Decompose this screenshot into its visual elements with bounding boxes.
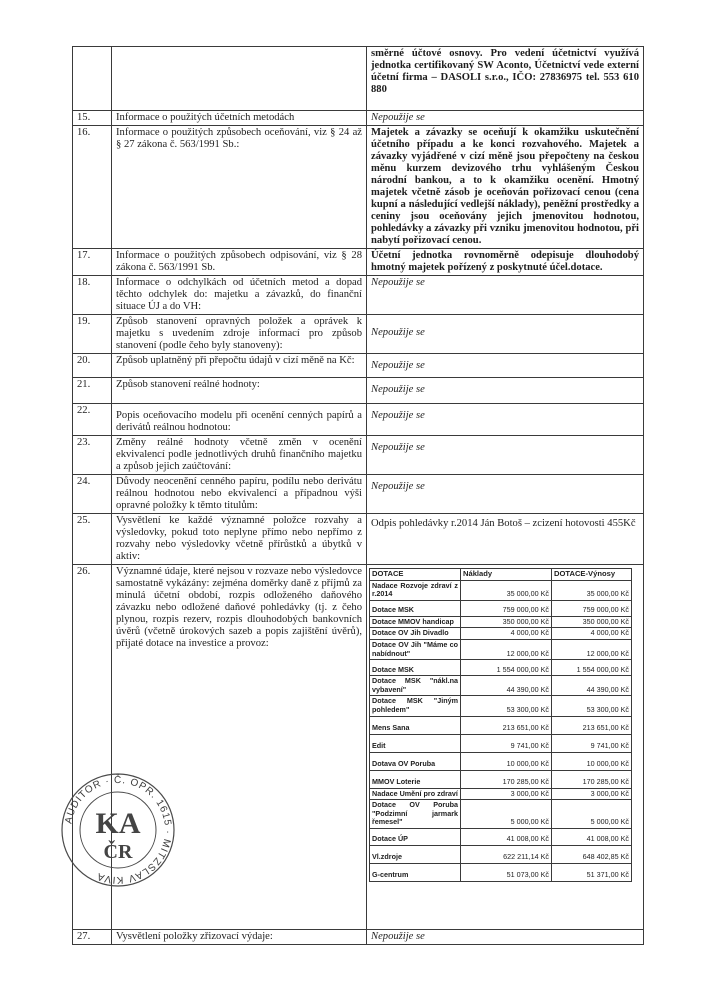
row-number: 24.	[73, 475, 112, 514]
subsidy-name: Dotava OV Poruba	[370, 752, 461, 770]
subsidy-row	[370, 639, 632, 659]
subsidy-name: G-centrum	[370, 863, 461, 881]
subsidy-cost: 12 000,00 Kč	[461, 639, 552, 659]
row-number: 16.	[73, 126, 112, 249]
subsidy-revenue: 53 300,00 Kč	[552, 696, 632, 716]
row-number: 20.	[73, 354, 112, 378]
subsidy-cost: 1 554 000,00 Kč	[461, 660, 552, 676]
table-row	[73, 249, 644, 276]
row-value: Nepoužije se	[367, 111, 644, 126]
stamp-center-bottom: ČR	[103, 841, 133, 863]
row-description: Informace o použitých způsobech odpisování, viz § 28 zákona č. 563/1991 Sb.	[112, 249, 367, 276]
row-value: Odpis pohledávky r.2014 Ján Botoš – zcizení hotovosti 455Kč	[367, 514, 644, 565]
subsidy-revenue: 1 554 000,00 Kč	[552, 660, 632, 676]
subsidy-header-row	[370, 569, 632, 581]
subsidy-cost: 170 285,00 Kč	[461, 770, 552, 788]
subsidy-name: Nadace Rozvoje zdraví z r.2014	[370, 580, 461, 600]
table-row	[73, 930, 644, 945]
subsidy-revenue: 4 000,00 Kč	[552, 628, 632, 640]
subsidy-row	[370, 616, 632, 628]
subsidy-cost: 51 073,00 Kč	[461, 863, 552, 881]
subsidy-revenue: 35 000,00 Kč	[552, 580, 632, 600]
subsidy-revenue: 41 008,00 Kč	[552, 828, 632, 845]
table-row	[73, 404, 644, 436]
row-value: Nepoužije se	[367, 930, 644, 945]
subsidy-cell	[367, 565, 644, 930]
subsidy-revenue: 213 651,00 Kč	[552, 716, 632, 734]
row-description: Důvody neocenění cenného papíru, podílu nebo derivátu reálnou hodnotou nebo ekvivalencí a případnou výši opravné položky k těmto titulům:	[112, 475, 367, 514]
subsidy-row	[370, 770, 632, 788]
row-description: Významné údaje, které nejsou v rozvaze nebo výsledovce samostatně vykázány: zejména doměrky daně z příjmů za minulá účetní období, rozpis odloženého daňového závazku nebo odložené daňové pohledávky (tj. z čeho plynou, rozpis rezerv, rozpis dlouhodobých bankovních úvěrů (včetně úrokových sazeb a popis zajištění úvěrů), přijaté dotace na investice a provoz:	[112, 565, 367, 930]
table-row	[73, 126, 644, 249]
subsidy-cost: 622 211,14 Kč	[461, 845, 552, 863]
row-number	[73, 47, 112, 111]
table-row	[73, 514, 644, 565]
table-row	[73, 354, 644, 378]
subsidy-table	[369, 568, 632, 882]
subsidy-name: Vl.zdroje	[370, 845, 461, 863]
subsidy-header: DOTACE-Výnosy	[552, 569, 632, 581]
subsidy-cost: 5 000,00 Kč	[461, 800, 552, 829]
subsidy-row	[370, 828, 632, 845]
row-description: Změny reálné hodnoty včetně změn v ocenění ekvivalencí podle jednotlivých druhů finančního majetku a způsob jejich zaúčtování:	[112, 436, 367, 475]
subsidy-name: Dotace OV Jih "Máme co nabídnout"	[370, 639, 461, 659]
subsidy-revenue: 10 000,00 Kč	[552, 752, 632, 770]
subsidy-revenue: 3 000,00 Kč	[552, 788, 632, 800]
subsidy-revenue: 12 000,00 Kč	[552, 639, 632, 659]
row-number: 27.	[73, 930, 112, 945]
row-value: Účetní jednotka rovnoměrně odepisuje dlouhodobý hmotný majetek pořízený z poskytnuté účel.dotace.	[367, 249, 644, 276]
row-description	[112, 47, 367, 111]
subsidy-cost: 759 000,00 Kč	[461, 600, 552, 616]
subsidy-name: Dotace MSK "Jiným pohledem"	[370, 696, 461, 716]
subsidy-name: Dotace MSK	[370, 660, 461, 676]
row-value: Nepoužije se	[367, 436, 644, 475]
row-number: 26.	[73, 565, 112, 930]
table-row	[73, 276, 644, 315]
row-value: Nepoužije se	[367, 315, 644, 354]
subsidy-revenue: 170 285,00 Kč	[552, 770, 632, 788]
subsidy-name: Dotace OV Poruba "Podzimní jarmark řemesel"	[370, 800, 461, 829]
row-description: Vysvětlení položky zřizovací výdaje:	[112, 930, 367, 945]
subsidy-revenue: 648 402,85 Kč	[552, 845, 632, 863]
row-description: Informace o použitých způsobech oceňování, viz § 24 až § 27 zákona č. 563/1991 Sb.:	[112, 126, 367, 249]
table-row	[73, 111, 644, 126]
subsidy-name: Dotace MSK "nákl.na vybavení"	[370, 676, 461, 696]
row-value: Nepoužije se	[367, 354, 644, 378]
subsidy-row	[370, 734, 632, 752]
table-row	[73, 378, 644, 404]
auditor-stamp-image	[58, 770, 178, 890]
subsidy-header: Náklady	[461, 569, 552, 581]
row-number: 18.	[73, 276, 112, 315]
row-description: Popis oceňovacího modelu při ocenění cenných papírů a derivátů reálnou hodnotou:	[112, 404, 367, 436]
subsidy-cost: 10 000,00 Kč	[461, 752, 552, 770]
row-number: 23.	[73, 436, 112, 475]
stamp-center-top: KA	[95, 807, 141, 840]
row-number: 22.	[73, 404, 112, 436]
subsidy-name: Dotace MSK	[370, 600, 461, 616]
subsidy-name: Edit	[370, 734, 461, 752]
subsidy-cost: 35 000,00 Kč	[461, 580, 552, 600]
subsidy-row	[370, 696, 632, 716]
subsidy-row	[370, 863, 632, 881]
subsidy-revenue: 5 000,00 Kč	[552, 800, 632, 829]
subsidy-name: Dotace MMOV handicap	[370, 616, 461, 628]
table-row	[73, 475, 644, 514]
stamp-ring-text: AUDITOR · Č. OPR. 1615 · MITZSLAV KIVA	[63, 774, 174, 886]
subsidy-revenue: 44 390,00 Kč	[552, 676, 632, 696]
subsidy-row	[370, 580, 632, 600]
subsidy-cost: 44 390,00 Kč	[461, 676, 552, 696]
row-description: Informace o použitých účetních metodách	[112, 111, 367, 126]
row-value: Nepoužije se	[367, 475, 644, 514]
subsidy-cost: 41 008,00 Kč	[461, 828, 552, 845]
subsidy-row	[370, 600, 632, 616]
table-row	[73, 436, 644, 475]
row-value: Nepoužije se	[367, 378, 644, 404]
row-number: 25.	[73, 514, 112, 565]
subsidy-revenue: 51 371,00 Kč	[552, 863, 632, 881]
subsidy-cost: 4 000,00 Kč	[461, 628, 552, 640]
subsidy-cost: 53 300,00 Kč	[461, 696, 552, 716]
subsidy-row	[370, 800, 632, 829]
table-row	[73, 47, 644, 111]
subsidy-row	[370, 752, 632, 770]
subsidy-cost: 350 000,00 Kč	[461, 616, 552, 628]
subsidy-name: MMOV Loterie	[370, 770, 461, 788]
subsidy-cost: 213 651,00 Kč	[461, 716, 552, 734]
subsidy-revenue: 350 000,00 Kč	[552, 616, 632, 628]
subsidy-row	[370, 788, 632, 800]
row-description: Způsob stanovení reálné hodnoty:	[112, 378, 367, 404]
table-row	[73, 315, 644, 354]
row-number: 17.	[73, 249, 112, 276]
subsidy-row	[370, 676, 632, 696]
row-description: Způsob uplatněný při přepočtu údajů v cizí měně na Kč:	[112, 354, 367, 378]
row-value: Nepoužije se	[367, 404, 644, 436]
row-description: Informace o odchylkách od účetních metod a dopad těchto odchylek do: majetku a závazků, do finanční situace ÚJ a do VH:	[112, 276, 367, 315]
row-value: směrné účtové osnovy. Pro vedení účetnictví využívá jednotka certifikovaný SW Aconto, Účetnictví vede externí účetní firma – DASOLI s.r.o., IČO: 27836975 tel. 553 610 880	[367, 47, 644, 111]
row-description: Způsob stanovení opravných položek a oprávek k majetku s uvedením zdroje informací pro způsob stanovení (podle čeho byly stanoveny):	[112, 315, 367, 354]
subsidy-name: Nadace Umění pro zdraví	[370, 788, 461, 800]
subsidy-row	[370, 660, 632, 676]
subsidy-name: Dotace OV Jih Divadlo	[370, 628, 461, 640]
row-number: 15.	[73, 111, 112, 126]
subsidy-name: Mens Sana	[370, 716, 461, 734]
row-value: Nepoužije se	[367, 276, 644, 315]
subsidy-revenue: 759 000,00 Kč	[552, 600, 632, 616]
subsidy-cost: 3 000,00 Kč	[461, 788, 552, 800]
subsidy-cost: 9 741,00 Kč	[461, 734, 552, 752]
row-number: 19.	[73, 315, 112, 354]
subsidy-row	[370, 628, 632, 640]
subsidy-revenue: 9 741,00 Kč	[552, 734, 632, 752]
subsidy-row	[370, 845, 632, 863]
row-description: Vysvětlení ke každé významné položce rozvahy a výsledovky, pokud toto neplyne přímo nebo nepřímo z rozvahy nebo výsledovky včetně přírůstků a úbytků v aktiv:	[112, 514, 367, 565]
row-number: 21.	[73, 378, 112, 404]
row-value: Majetek a závazky se oceňují k okamžiku uskutečnění účetního případu a ke konci rozvahového. Majetek a závazky vyjádřené v cizí měně jsou přepočteny na českou měnu kurzem devizového trhu vyhlášeným Českou národní bankou, a to k okamžiku ocenění. Hmotný majetek včetně zásob je oceňován pořizovací cenou (cena kupní a následující vedlejší náklady), peněžní prostředky a ceniny jsou oceňovány jejich jmenovitou hodnotou, pohledávky a závazky při vzniku jmenovitou hodnotou, při nabytí pořizovací cenou.	[367, 126, 644, 249]
subsidy-header: DOTACE	[370, 569, 461, 581]
subsidy-row	[370, 716, 632, 734]
subsidy-name: Dotace ÚP	[370, 828, 461, 845]
